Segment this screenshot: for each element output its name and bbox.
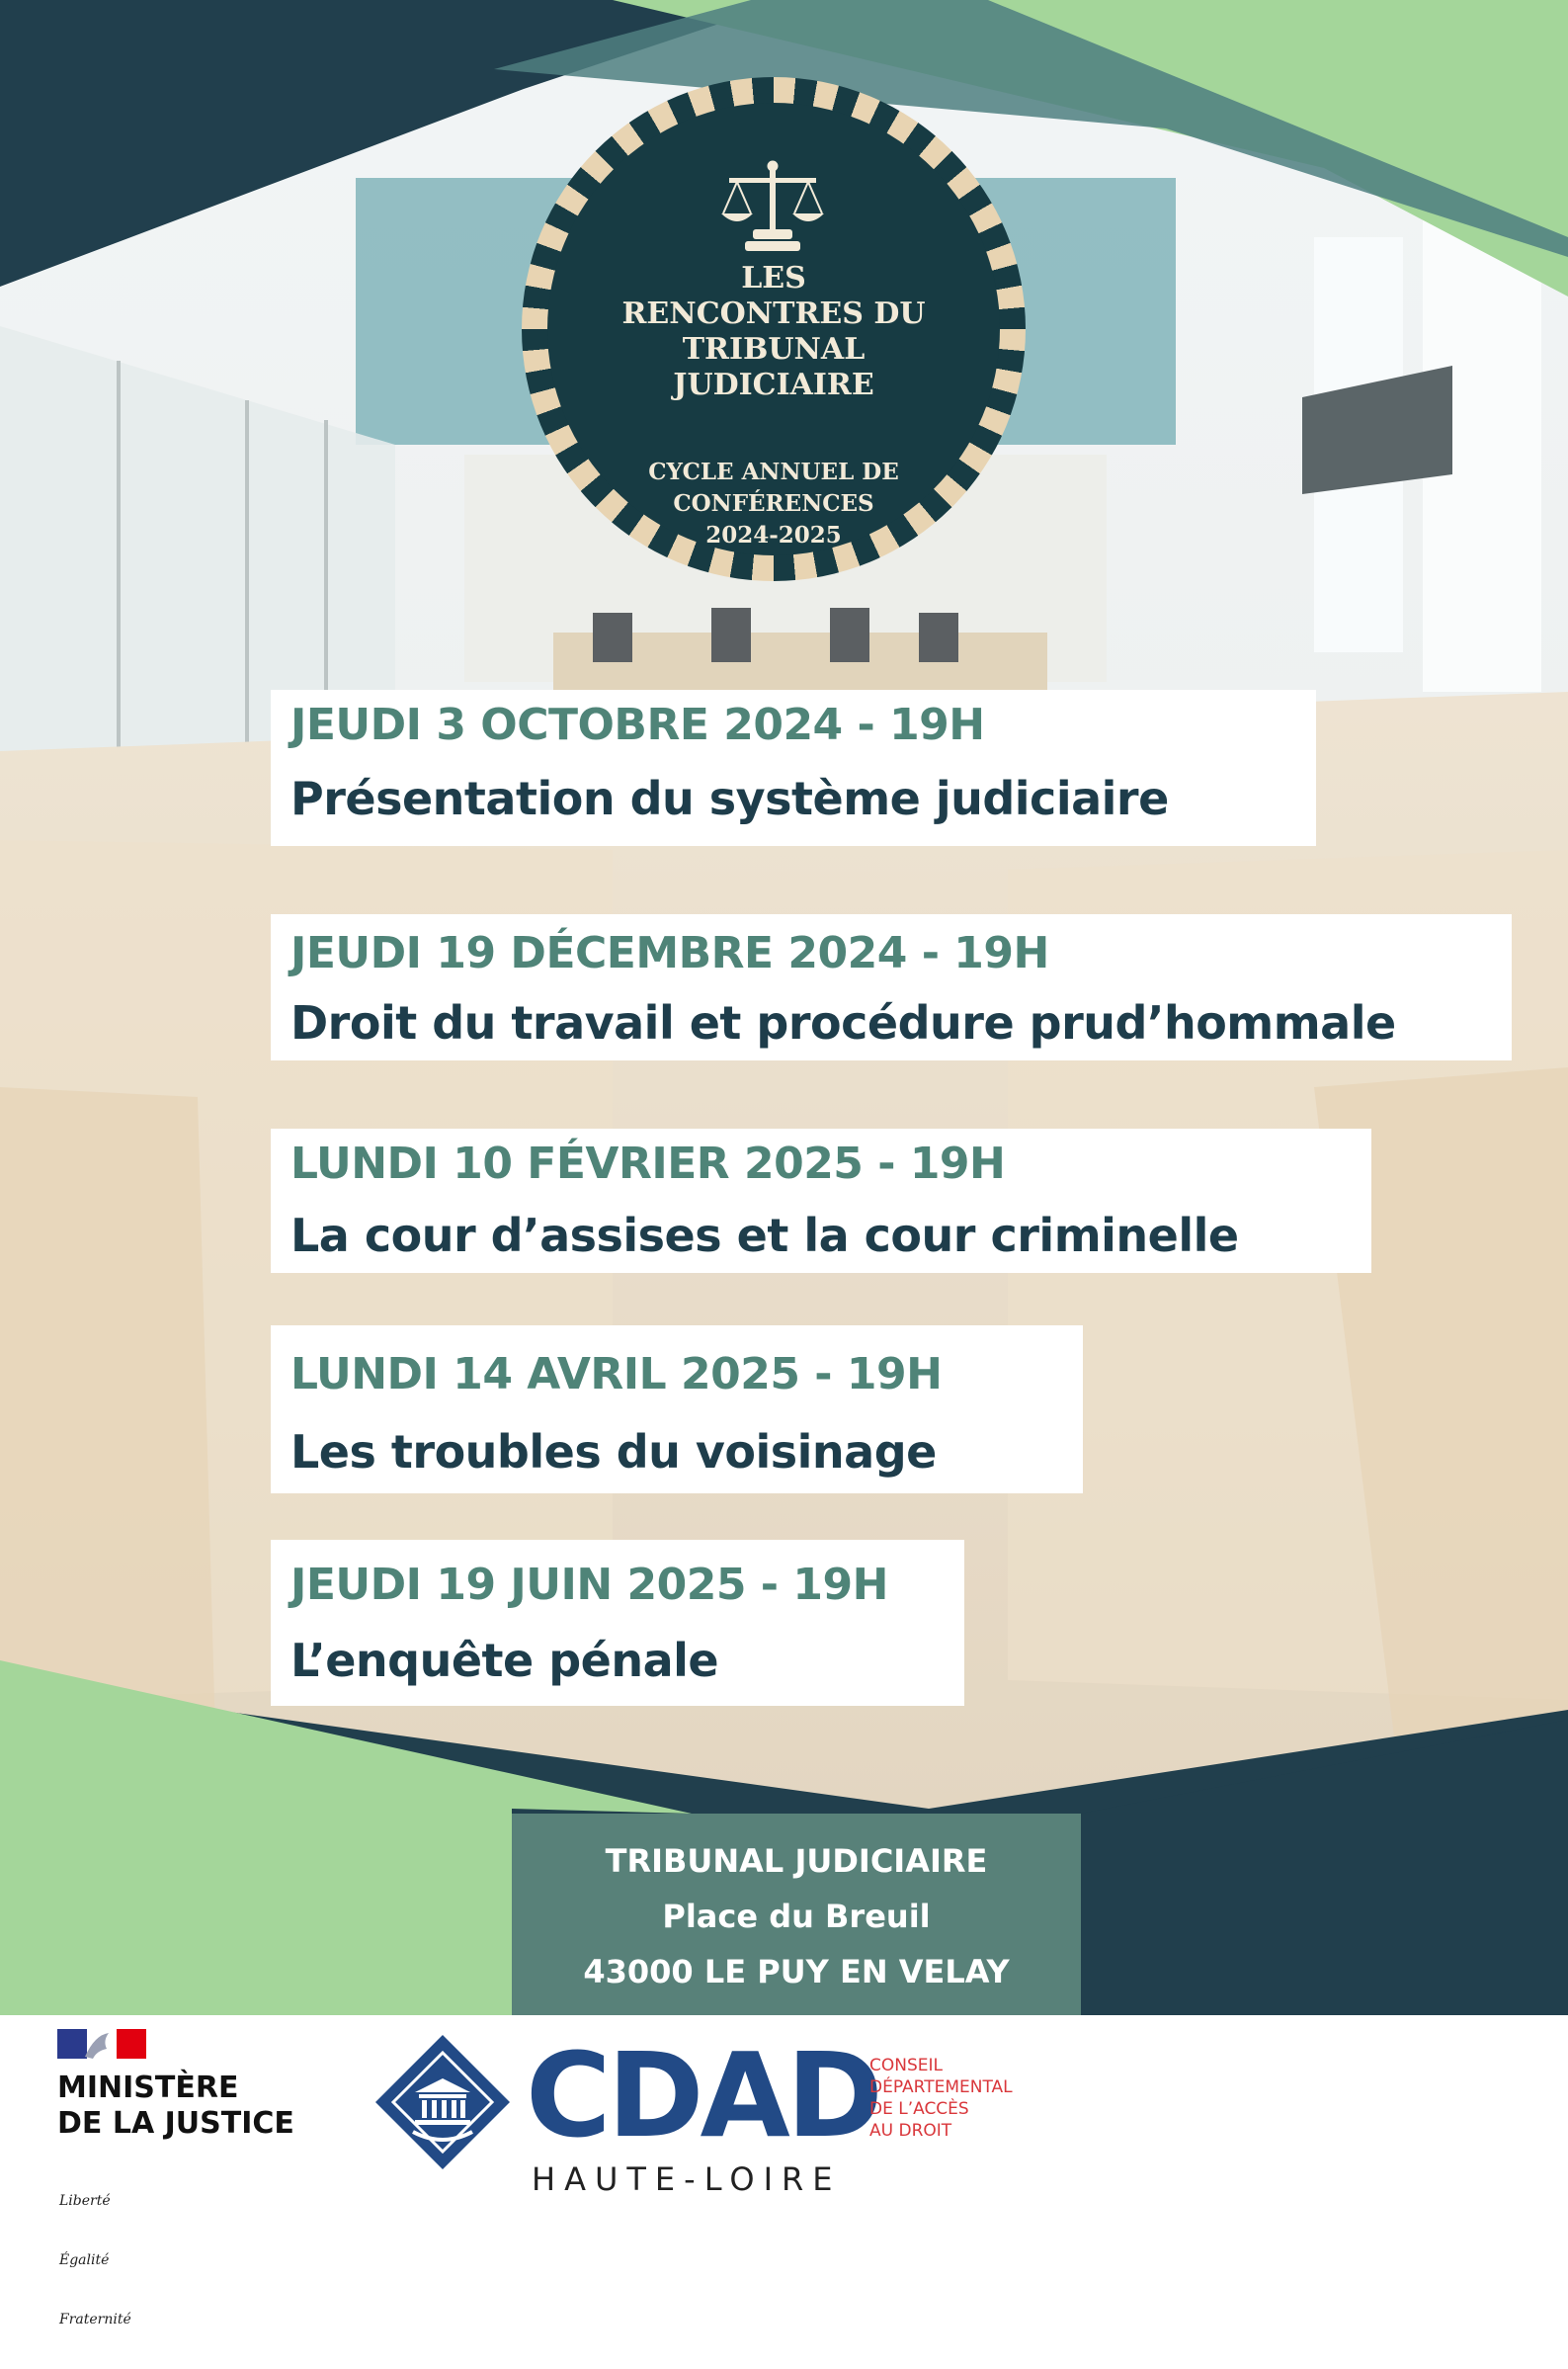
event-title: Droit du travail et procédure prud’hommale — [290, 996, 1396, 1050]
badge-subtitle-line: CONFÉRENCES — [673, 490, 874, 517]
event-title: Présentation du système judiciaire — [290, 772, 1169, 825]
ministry-name-line: DE LA JUSTICE — [57, 2106, 294, 2141]
badge-subtitle — [547, 457, 1000, 551]
event-card-4 — [271, 1325, 1083, 1493]
cdad-region: HAUTE-LOIRE — [532, 2160, 842, 2198]
event-title: L’enquête pénale — [290, 1634, 719, 1687]
motto-line: Fraternité — [59, 2312, 131, 2327]
address-line: Place du Breuil — [662, 1898, 931, 1935]
cdad-full-name — [869, 2055, 1013, 2142]
badge-title-line: LES — [741, 261, 806, 296]
event-date: LUNDI 10 FÉVRIER 2025 - 19H — [290, 1139, 1006, 1189]
motto-line: Égalité — [59, 2252, 110, 2268]
event-title: La cour d’assises et la cour criminelle — [290, 1209, 1239, 1262]
badge-center — [547, 103, 1000, 555]
ministry-name — [57, 2071, 294, 2142]
event-date: LUNDI 14 AVRIL 2025 - 19H — [290, 1349, 943, 1399]
venue-address — [512, 1814, 1081, 2015]
event-card-2 — [271, 914, 1512, 1060]
event-card-5 — [271, 1540, 964, 1706]
event-title: Les troubles du voisinage — [290, 1425, 937, 1479]
cdad-full-line: DE L’ACCÈS — [869, 2099, 969, 2119]
badge-subtitle-line: CYCLE ANNUEL DE — [648, 459, 899, 485]
courthouse-diamond-icon — [373, 2033, 512, 2171]
badge-title — [547, 261, 1000, 403]
address-line: TRIBUNAL JUDICIAIRE — [605, 1842, 988, 1880]
partner-logos — [0, 2015, 1568, 2327]
cdad-acronym: CDAD — [526, 2027, 879, 2163]
marianne-flag-icon — [57, 2029, 146, 2059]
ministry-name-line: MINISTÈRE — [57, 2071, 239, 2105]
cdad-full-line: AU DROIT — [869, 2121, 952, 2141]
event-date: JEUDI 3 OCTOBRE 2024 - 19H — [290, 700, 985, 750]
ministry-motto — [59, 2152, 131, 2369]
cdad-full-line: CONSEIL — [869, 2056, 943, 2075]
event-date: JEUDI 19 JUIN 2025 - 19H — [290, 1560, 888, 1610]
cdad-full-line: DÉPARTEMENTAL — [869, 2077, 1013, 2097]
badge-title-line: JUDICIAIRE — [673, 368, 874, 402]
address-line: 43000 LE PUY EN VELAY — [583, 1953, 1010, 1990]
badge-title-line: TRIBUNAL — [682, 332, 866, 367]
badge-subtitle-line: 2024-2025 — [705, 522, 842, 549]
event-card-1 — [271, 690, 1316, 846]
event-series-badge — [522, 77, 1026, 581]
event-card-3 — [271, 1129, 1371, 1273]
motto-line: Liberté — [59, 2193, 111, 2209]
event-date: JEUDI 19 DÉCEMBRE 2024 - 19H — [290, 928, 1049, 978]
scales-of-justice-icon — [719, 156, 826, 255]
badge-title-line: RENCONTRES DU — [621, 296, 926, 331]
